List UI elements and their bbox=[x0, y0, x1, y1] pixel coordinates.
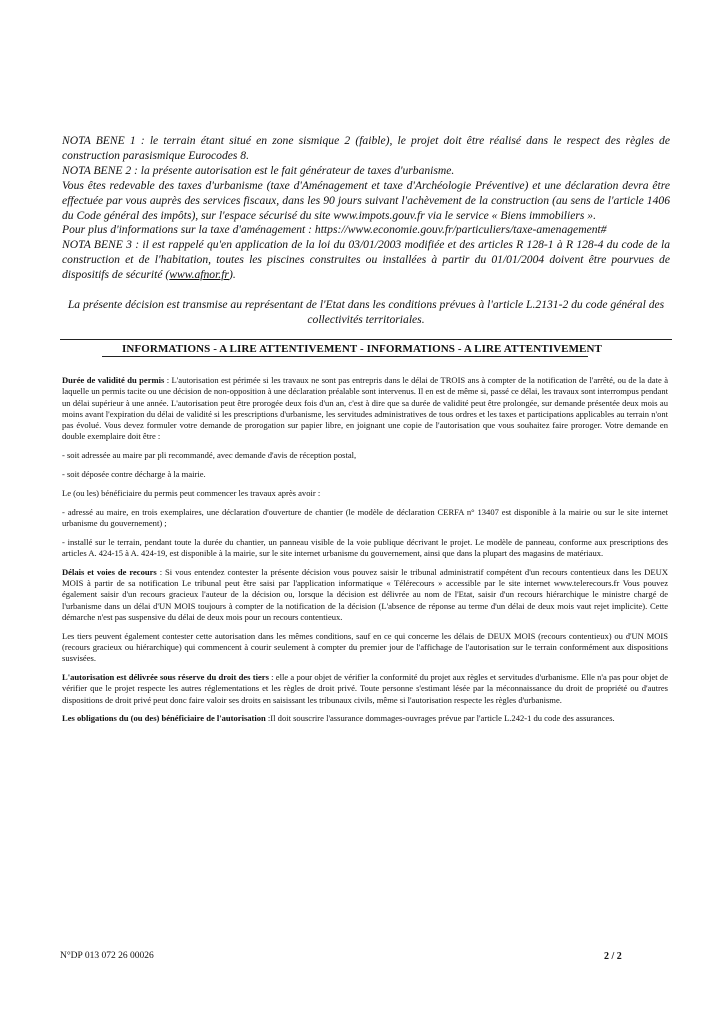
appeal-paragraph bbox=[62, 567, 668, 623]
appeal-text: : Si vous entendez contester la présente décision vous pouvez saisir le tribunal administratif compétent d'un recours contentieux dans les DEUX MOIS à partir de sa notification Le tribunal peut être saisi par l'application informatique « Télérecours » accessible par le site internet www.telerecours.fr Vous pouvez également saisir d'un recours gracieux l'auteur de la décision ou, lorsque la décision est délivrée au nom de l'Etat, saisir d'un recours hiérarchique le ministre chargé de l'urbanisme dans un délai d'UN MOIS toujours à compter de la notification de la décision (L'absence de réponse au terme d'un délai de deux mois vaut rejet implicite). Cette démarche n'est pas suspensive du délai de deux mois pour un recours contentieux. bbox=[62, 566, 668, 622]
information-banner: INFORMATIONS - A LIRE ATTENTIVEMENT - INFORMATIONS - A LIRE ATTENTIVEMENT bbox=[122, 343, 602, 355]
obligations-text: :Il doit souscrire l'assurance dommages-ouvrages prévue par l'article L.242-1 du code des assurances. bbox=[265, 713, 615, 724]
banner-top-rule bbox=[60, 339, 672, 340]
option-mail: - soit adressée au maire par pli recommandé, avec demande d'avis de réception postal, bbox=[62, 450, 357, 461]
nota-bene-3-end: ). bbox=[228, 268, 236, 282]
third-party-rights-paragraph bbox=[62, 672, 668, 706]
third-party-rights-heading: L'autorisation est délivrée sous réserve du droit des tiers bbox=[62, 672, 269, 682]
validity-heading: Durée de validité du permis bbox=[62, 375, 165, 385]
beneficiary-intro: Le (ou les) bénéficiaire du permis peut commencer les travaux après avoir : bbox=[62, 487, 321, 498]
nota-bene-3 bbox=[62, 238, 670, 283]
information-section bbox=[62, 375, 668, 732]
site-panel-requirement: - installé sur le terrain, pendant toute la durée du chantier, un panneau visible de la voie publique décrivant le projet. Le modèle de panneau, conforme aux prescriptions des articles A. 424-15 à A. 424-19, est disponible à la mairie, sur le site internet urbanisme du gouvernement, ainsi que dans la plupart des magasins de matériaux. bbox=[62, 536, 668, 558]
nota-bene-section bbox=[62, 134, 670, 283]
transmission-statement: La présente décision est transmise au représentant de l'Etat dans les conditions prévues à l'article L.2131-2 du code général des collectivités territoriales. bbox=[67, 298, 665, 326]
third-party-rights-text: : elle a pour objet de vérifier la conformité du projet aux règles et servitudes d'urbanisme. Elle n'a pas pour objet de vérifier que le projet respecte les autres réglementations et les règles de droit privé. Toute personne s'estimant lésée par la méconnaissance du droit de propriété ou d'autres dispositions de droit privé peut donc faire valoir ses droits en saisissant les tribunaux civils, même si l'autorisation respecte les règles d'urbanisme. bbox=[62, 672, 668, 705]
appeal-heading: Délais et voies de recours bbox=[62, 566, 157, 577]
tax-declaration-text: Vous êtes redevable des taxes d'urbanisme (taxe d'Aménagement et taxe d'Archéologie Préventive) et une déclaration devra être effectuée par vous auprès des services fiscaux, dans les 90 jours suivant l'achèvement de la construction (au sens de l'article 1406 du Code général des impôts), sur l'espace sécurisé du site www.impots.gouv.fr via le service « Biens immobiliers ». bbox=[62, 178, 670, 222]
nota-bene-3-text: NOTA BENE 3 : il est rappelé qu'en application de la loi du 03/01/2003 modifiée et des articles R 128-1 à R 128-4 du code de la construction et de l'habitation, toutes les piscines construites ou installées à partir du 01/01/2004 doivent être pourvues de dispositifs de sécurité ( bbox=[62, 238, 670, 282]
banner-bottom-rule bbox=[102, 356, 588, 357]
site-opening-declaration: - adressé au maire, en trois exemplaires, une déclaration d'ouverture de chantier (le modèle de déclaration CERFA n° 13407 est disponible à la mairie ou sur le site internet urbanisme du gouvernement) ; bbox=[62, 506, 668, 528]
tax-info-link-text: Pour plus d'informations sur la taxe d'aménagement : https://www.economie.gouv.fr/particuliers/taxe-amenagement# bbox=[62, 223, 607, 237]
third-party-paragraph: Les tiers peuvent également contester cette autorisation dans les mêmes conditions, sauf en ce qui concerne les délais de DEUX MOIS (recours contentieux) ou d'UN MOIS (recours gracieux ou hiérarchique) qui commencent à courir seulement à compter du premier jour de l'affichage de l'autorisation sur le terrain conformément aux dispositions susvisées. bbox=[62, 630, 668, 664]
afnor-link[interactable]: www.afnor.fr bbox=[169, 268, 229, 282]
obligations-heading: Les obligations du (ou des) bénéficiaire de l'autorisation bbox=[62, 713, 266, 724]
nota-bene-2: NOTA BENE 2 : la présente autorisation est le fait générateur de taxes d'urbanisme. bbox=[62, 163, 455, 177]
nota-bene-1: NOTA BENE 1 : le terrain étant situé en zone sismique 2 (faible), le projet doit être réalisé dans le respect des règles de construction parasismique Eurocodes 8. bbox=[62, 134, 670, 162]
validity-text: : L'autorisation est périmée si les travaux ne sont pas entrepris dans le délai de TROIS ans à compter de la notification de l'arrêté, ou de la date à laquelle un permis tacite ou une décision de non-opposition à une déclaration préalable sont intervenus. Il en est de même si, passé ce délai, les travaux sont interrompus pendant un délai supérieur à une année. L'autorisation peut être prorogée deux fois d'un an, c'est à dire que sa durée de validité peut être prolongée, sur demande présentée deux mois au moins avant l'expiration du délai de validité si les prescriptions d'urbanisme, les servitudes administratives de tous ordres et les taxes et participations applicables au terrain n'ont pas évolué. Vous devez formuler votre demande de prorogation sur papier libre, en joignant une copie de l'autorisation que vous souhaitez faire proroger. Votre demande en double exemplaire doit être : bbox=[62, 375, 668, 442]
obligations-paragraph bbox=[62, 713, 668, 724]
permit-reference: N°DP 013 072 26 00026 bbox=[60, 951, 154, 961]
page-number: 2 / 2 bbox=[604, 951, 622, 962]
validity-paragraph bbox=[62, 375, 668, 443]
option-deposit: - soit déposée contre décharge à la mairie. bbox=[62, 468, 206, 479]
